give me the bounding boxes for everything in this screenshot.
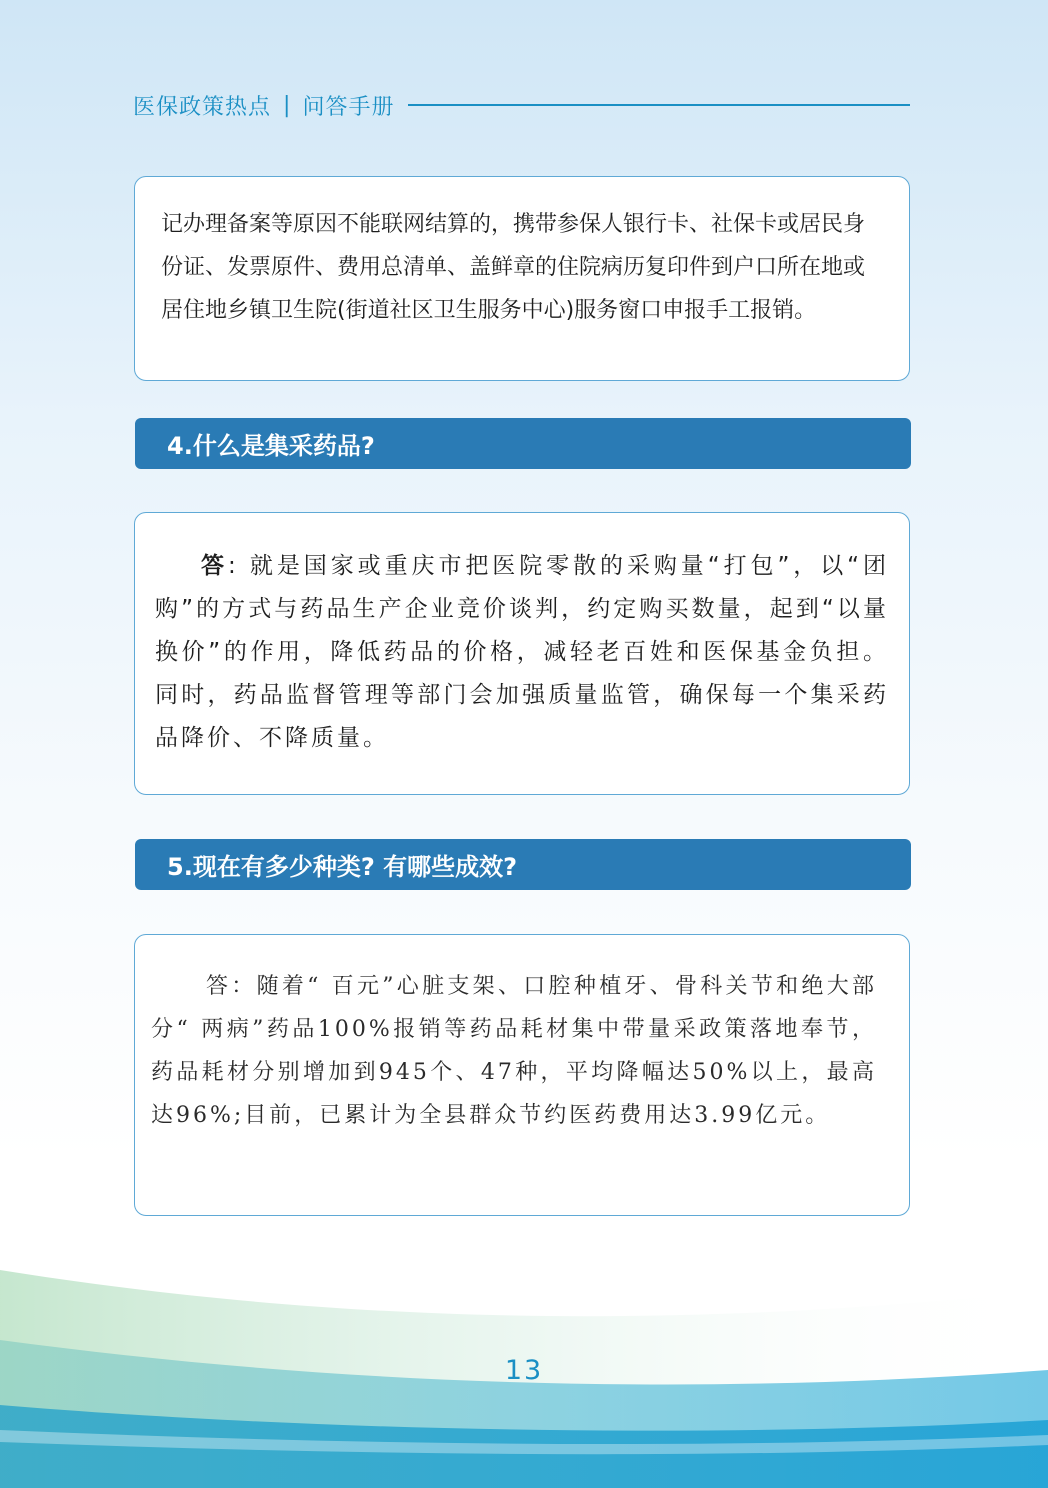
answer-4-body: : 就是国家或重庆市把医院零散的采购量“打包”，以“团购”的方式与药品生产企业竞价谈判，约定购买数量，起到“以量换价”的作用，降低药品的价格，减轻老百姓和医保基金负担。同时，药品监督管理等部门会加强质量监管，确保每一个集采药品降价、不降质量。 (155, 553, 890, 751)
intro-paragraph: 记办理备案等原因不能联网结算的，携带参保人银行卡、社保卡或居民身份证、发票原件、费用总清单、盖鲜章的住院病历复印件到户口所在地或居住地乡镇卫生院(街道社区卫生服务中心)服务窗口申报手工报销。 (161, 212, 866, 323)
answer-5-paragraph: 答：随着“ 百元”心脏支架、口腔种植牙、骨科关节和绝大部分“ 两病”药品100%报销等药品耗材集中带量采政策落地奉节，药品耗材分别增加到945个、47种，平均降幅达50%以上，最高达96%;目前，已累计为全县群众节约医药费用达3.99亿元。 (151, 974, 877, 1128)
question-5-title: 5.现在有多少种类? 有哪些成效? (167, 853, 518, 881)
page-number: 13 (504, 1355, 544, 1386)
question-5-bar (135, 839, 911, 890)
intro-text-box (134, 176, 910, 381)
header-title: 医保政策热点 (133, 94, 272, 120)
header-subtitle: 问答手册 (302, 94, 395, 120)
answer-4-prefix: 答 (201, 553, 228, 579)
page-header (133, 88, 910, 122)
question-4-bar (135, 418, 911, 469)
question-4-title: 4.什么是集采药品? (167, 432, 375, 460)
header-separator: | (283, 92, 291, 118)
header-rule (408, 104, 910, 106)
answer-4-box (134, 512, 910, 795)
answer-5-box (134, 934, 910, 1216)
answer-4-paragraph (155, 545, 889, 760)
